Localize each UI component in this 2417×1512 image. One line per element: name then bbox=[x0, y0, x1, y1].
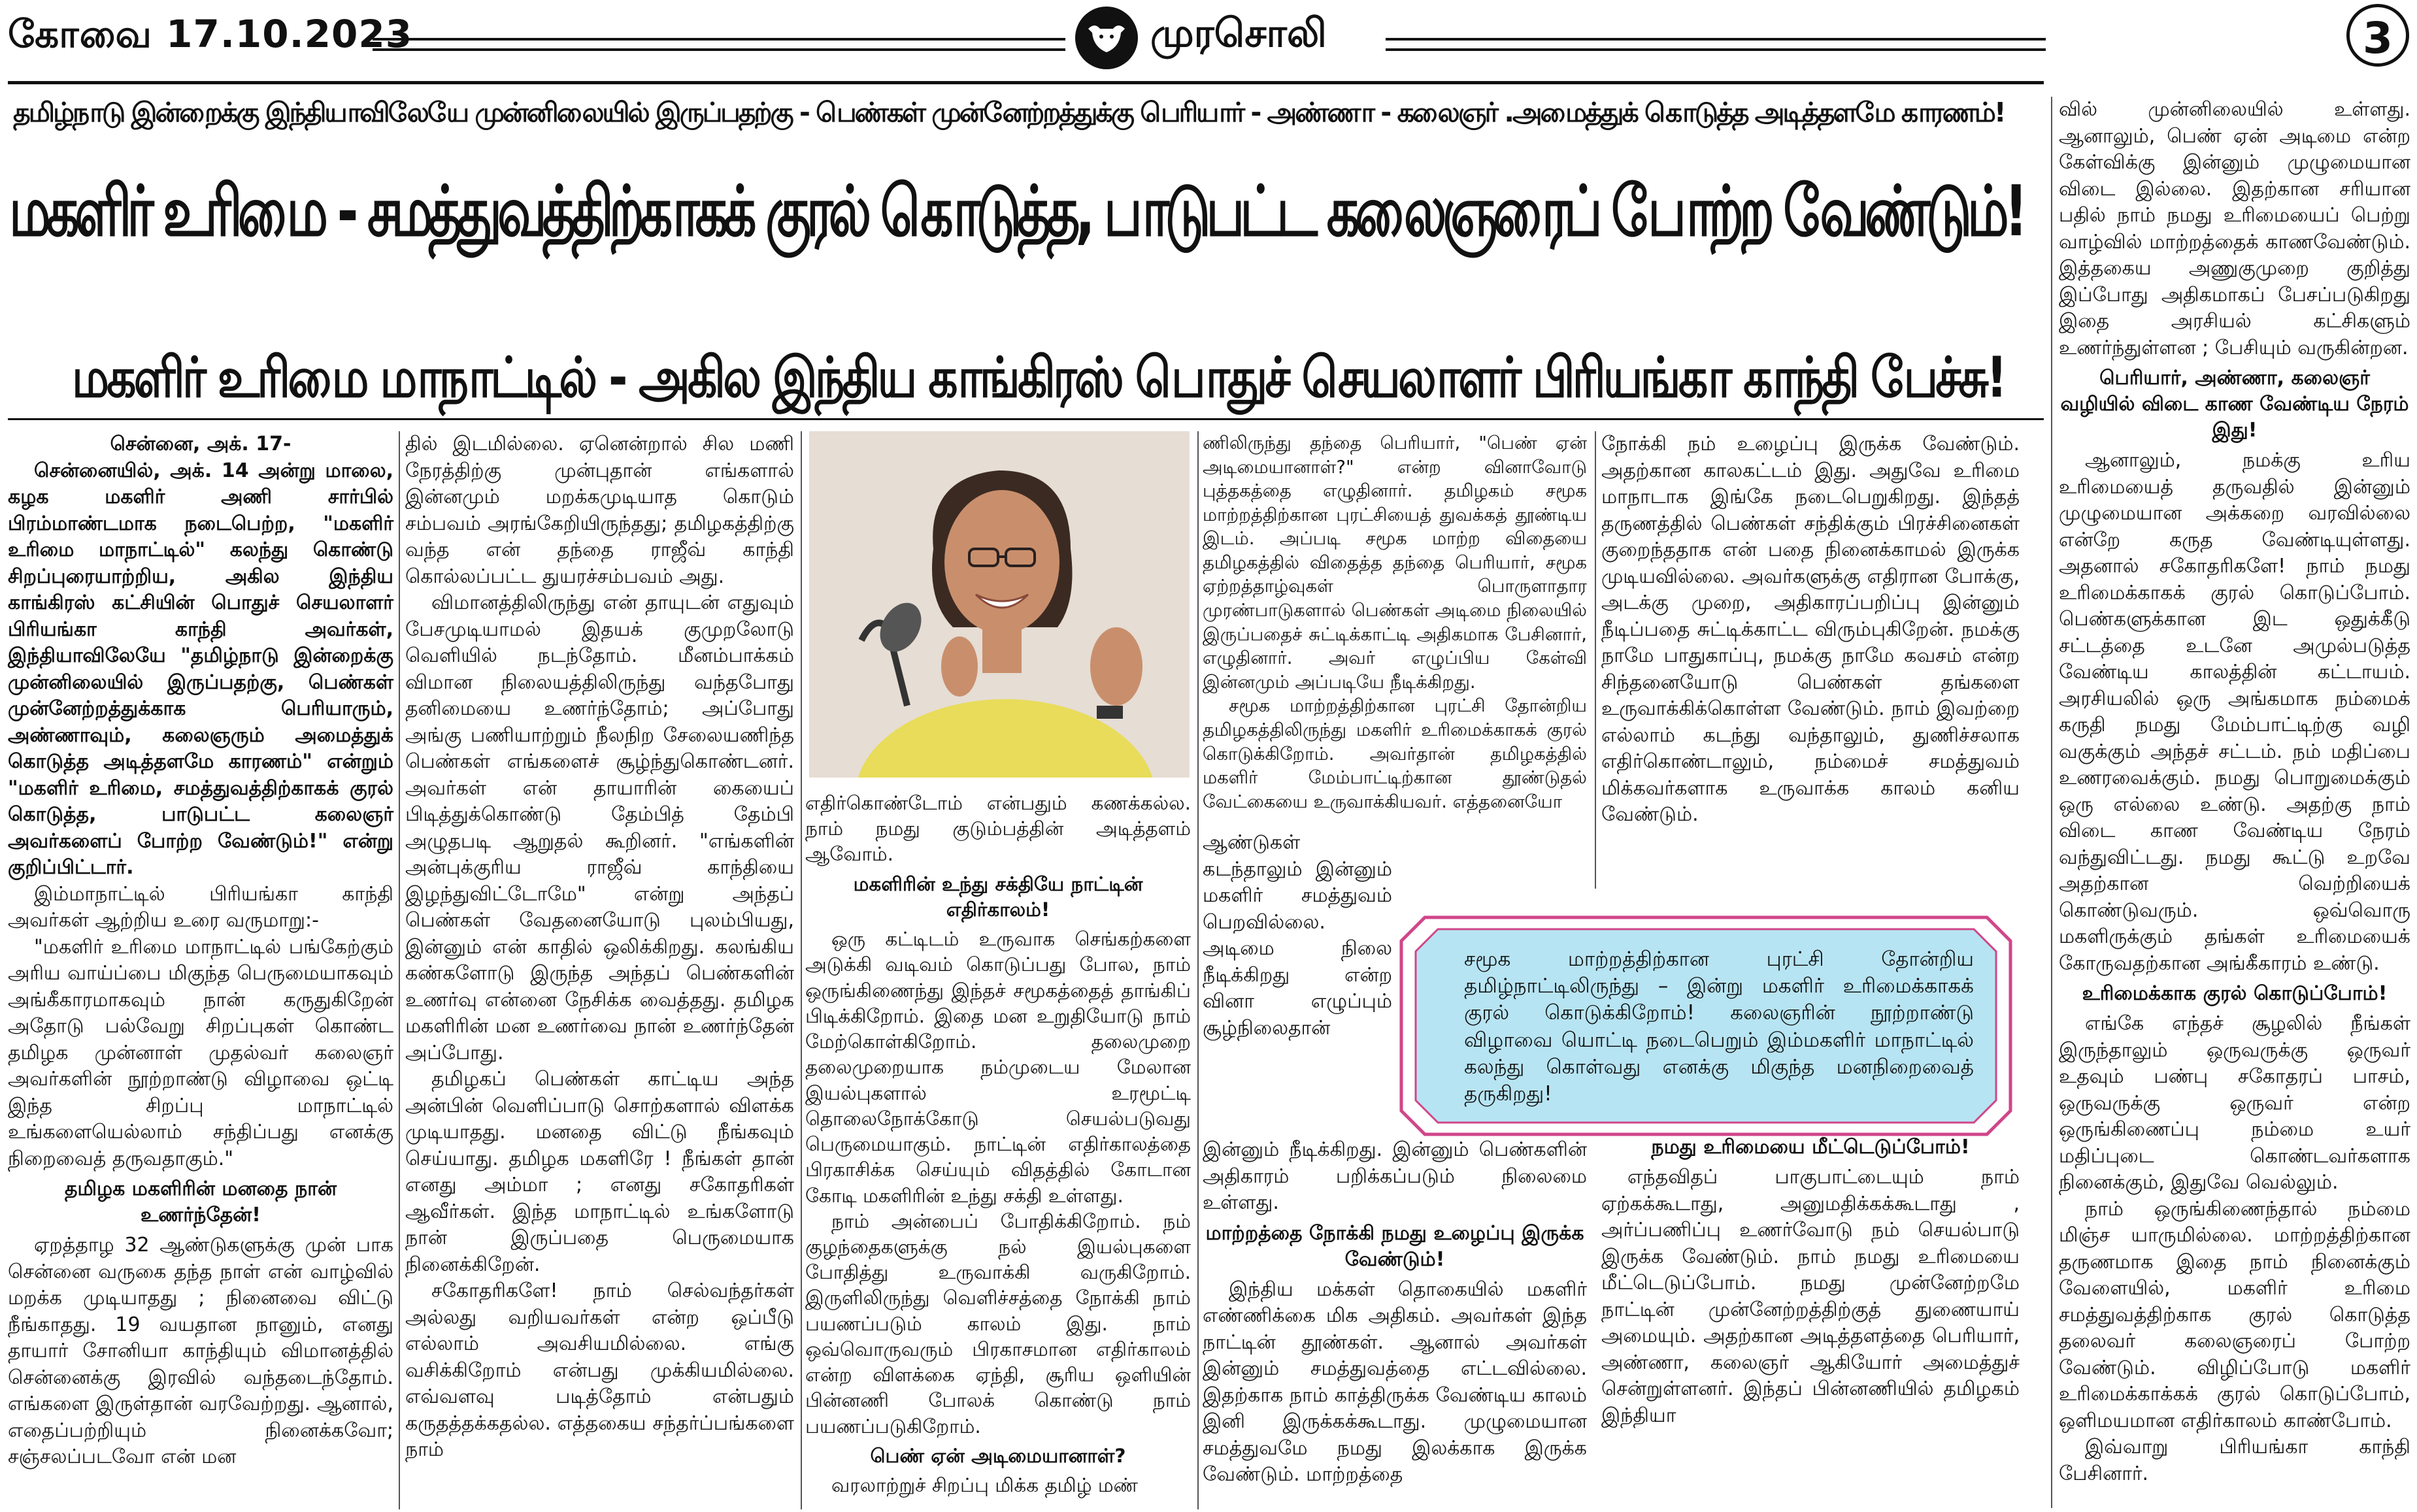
section-subhead: மகளிரின் உந்து சக்தியே நாட்டின் எதிர்காலம்! bbox=[853, 872, 1143, 921]
body-paragraph: வரலாற்றுச் சிறப்பு மிக்க தமிழ் மண் bbox=[831, 1474, 1139, 1497]
column-rule bbox=[1197, 431, 1199, 1509]
page-number-badge: 3 bbox=[2346, 4, 2409, 67]
article-column-5-upper bbox=[1601, 431, 2020, 829]
body-paragraph: சமூக மாற்றத்திற்கான புரட்சி தோன்றிய தமிழகத்திலிருந்து மகளிர் உரிமைக்காகக் குரல் கொடுக்கிறோம். அவர்தான் தமிழகத்தில் மகளிர் மேம்பாட்டிற்கான தூண்டுதல் வேட்கையை உருவாக்கியவர். எத்தனையோ bbox=[1203, 695, 1587, 812]
body-paragraph: "மகளிர் உரிமை மாநாட்டில் பங்கேற்கும் அரிய வாய்ப்பை மிகுந்த பெருமையாகவும் அங்கீகாரமாகவும் நான் கருதுகிறேன் அதோடு பல்வேறு சிறப்புகள் கொண்ட தமிழக முன்னாள் முதல்வர் கலைஞர் அவர்களின் நூற்றாண்டு விழாவை ஒட்டி இந்த சிறப்பு மாநாட்டில் உங்களையெல்லாம் சந்திப்பது எனக்கு நிறைவைத் தருவதாகும்." bbox=[8, 935, 393, 1170]
body-paragraph: நாம் ஒருங்கிணைந்தால் நம்மை மிஞ்ச யாருமில்லை. மாற்றத்திற்கான தருணமாக இதை நாம் நினைக்கும் வேளையில், மகளிர் உரிமை சமத்துவத்திற்காக குரல் கொடுத்த தலைவர் கலைஞரைப் போற்ற வேண்டும். விழிப்போடு மகளிர் உரிமைக்காக்கக் குரல் கொடுப்போம், ஒளிமயமான எதிர்காலம் காண்போம். bbox=[2059, 1197, 2410, 1432]
paper-name: முரசொலி bbox=[1150, 10, 1327, 56]
masthead-rule-left bbox=[373, 38, 1065, 51]
body-paragraph: ஆண்டுகள் கடந்தாலும் இன்னும் மகளிர் சமத்துவம் பெறவில்லை. அடிமை நிலை நீடிக்கிறது என்ற வினா எழுப்பும் சூழ்நிலைதான் bbox=[1203, 831, 1392, 1040]
masthead-rule-right bbox=[1386, 38, 2046, 51]
body-paragraph: தமிழகப் பெண்கள் காட்டிய அந்த அன்பின் வெளிப்பாடு சொற்களால் விளக்க முடியாதது. மனதை விட்டு நீங்கவும் செய்யாது. தமிழக மகளிரே ! நீங்கள் தான் எனது அம்மா ; எனது சகோதரிகள் ஆவீர்கள். இந்த மாநாட்டில் உங்களோடு நான் இருப்பதை பெருமையாக நினைக்கிறேன். bbox=[405, 1068, 794, 1276]
article-column-6 bbox=[2059, 97, 2410, 1487]
lead-paragraph: சென்னையில், அக். 14 அன்று மாலை, கழக மகளிர் அணி சார்பில் பிரம்மாண்டமாக நடைபெற்ற, "மகளிர் உரிமை மாநாட்டில்" கலந்து கொண்டு சிறப்புரையாற்றிய, அகில இந்திய காங்கிரஸ் கட்சியின் பொதுச் செயலாளர் பிரியங்கா காந்தி அவர்கள், இந்தியாவிலேயே "தமிழ்நாடு இன்றைக்கு முன்னிலையில் இருப்பதற்கு, பெண்கள் முன்னேற்றத்துக்காக பெரியாரும், அண்ணாவும், கலைஞரும் அமைத்துக் கொடுத்த அடித்தளமே காரணம்" என்றும் "மகளிர் உரிமை, சமத்துவத்திற்காகக் குரல் கொடுத்த, பாடுபட்ட கலைஞர் அவர்களைப் போற்ற வேண்டும்!" என்று குறிப்பிட்டார். bbox=[8, 459, 393, 879]
body-paragraph: இம்மாநாட்டில் பிரியங்கா காந்தி அவர்கள் ஆற்றிய உரை வருமாறு:- bbox=[8, 882, 393, 932]
body-paragraph: இன்னும் நீடிக்கிறது. இன்னும் பெண்களின் அதிகாரம் பறிக்கப்படும் நிலைமை உள்ளது. bbox=[1203, 1138, 1587, 1214]
article-column-4-lower bbox=[1203, 1137, 1587, 1488]
main-headline: மகளிர் உரிமை - சமத்துவத்திற்காகக் குரல் கொடுத்த, பாடுபட்ட கலைஞரைப் போற்ற வேண்டும்! bbox=[9, 171, 2024, 252]
masthead-divider bbox=[8, 81, 2044, 84]
masthead bbox=[0, 0, 2417, 78]
section-subhead: தமிழக மகளிரின் மனதை நான் உணர்ந்தேன்! bbox=[64, 1177, 337, 1226]
body-paragraph: இவ்வாறு பிரியங்கா காந்தி பேசினார். bbox=[2059, 1436, 2410, 1485]
body-paragraph: நோக்கி நம் உழைப்பு இருக்க வேண்டும். அதற்கான காலகட்டம் இது. அதுவே உரிமை மாநாடாக இங்கே நடைபெறுகிறது. இந்தத் தருணத்தில் பெண்கள் சந்திக்கும் பிரச்சினைகள் குறைந்ததாக என் பதை நினைக்காமல் இருக்க முடியவில்லை. அவர்களுக்கு எதிரான போக்கு, அடக்கு முறை, அதிகாரப்பறிப்பு இன்னும் நீடிப்பதை சுட்டிக்காட்ட விரும்புகிறேன். நமக்கு நாமே பாதுகாப்பு, நமக்கு நாமே கவசம் என்ற சிந்தனையோடு பெண்கள் தங்களை உருவாக்கிக்கொள்ள வேண்டும். நாம் இவற்றை எல்லாம் கடந்து வந்தாலும், துணிச்சலாக எதிர்கொண்டாலும், நம்மைச் சமத்துவம் மிக்கவர்களாக உருவாக்க காலம் கனிய வேண்டும். bbox=[1601, 433, 2020, 826]
column-rule bbox=[1595, 431, 1596, 889]
section-subhead: பெரியார், அண்ணா, கலைஞர் வழியில் விடை காண வேண்டிய நேரம் இது! bbox=[2060, 367, 2409, 442]
article-column-1 bbox=[8, 431, 393, 1471]
section-subhead: நமது உரிமையை மீட்டெடுப்போம்! bbox=[1651, 1136, 1970, 1159]
body-paragraph: எங்கே எந்தச் சூழலில் நீங்கள் இருந்தாலும் ஒருவருக்கு ஒருவர் உதவும் பண்பு சகோதரப் பாசம், ஒருவருக்கு ஒருவர் என்ற ஒருங்கிணைப்பு நம்மை உயர் மதிப்புடை கொண்டவர்களாக நினைக்கும், இதுவே வெல்லும். bbox=[2059, 1012, 2410, 1194]
body-paragraph: நாம் அன்பைப் போதிக்கிறோம். நம் குழந்தைகளுக்கு நல் இயல்புகளை போதித்து உருவாக்கி வருகிறோம். இருளிலிருந்து வெளிச்சத்தை நோக்கி நாம் பயணப்படும் காலம் இது. நாம் ஒவ்வொருவரும் பிரகாசமான எதிர்காலம் என்ற விளக்கை ஏந்தி, சூரிய ஒளியின் பின்னணி போலக் கொண்டு நாம் பயணப்படுகிறோம். bbox=[805, 1209, 1191, 1438]
section-subhead: உரிமைக்காக குரல் கொடுப்போம்! bbox=[2082, 982, 2388, 1005]
city-date: கோவை 17.10.2023 bbox=[8, 12, 413, 56]
photo-illustration bbox=[809, 431, 1190, 778]
bull-icon bbox=[1075, 7, 1138, 69]
pull-quote-box bbox=[1399, 915, 2013, 1137]
article-column-5-lower bbox=[1601, 1130, 2020, 1429]
body-paragraph: இந்திய மக்கள் தொகையில் மகளிர் எண்ணிக்கை மிக அதிகம். அவர்கள் இந்த நாட்டின் தூண்கள். ஆனால் அவர்கள் இன்னும் சமத்துவத்தை எட்டவில்லை. இதற்காக நாம் காத்திருக்க வேண்டிய காலம் இனி இருக்கக்கூடாது. முழுமையான சமத்துவமே நமது இலக்காக இருக்க வேண்டும். மாற்றத்தை bbox=[1203, 1277, 1587, 1486]
dateline: சென்னை, அக். 17- bbox=[110, 433, 292, 455]
article-column-4-narrow bbox=[1203, 830, 1392, 1042]
kicker-headline: தமிழ்நாடு இன்றைக்கு இந்தியாவிலேயே முன்னிலையில் இருப்பதற்கு - பெண்கள் முன்னேற்றத்துக்கு பெரியார் - அண்ணா - கலைஞர் .அமைத்துக் கொடுத்த அடித்தளமே காரணம்! bbox=[13, 97, 2005, 128]
headline-divider bbox=[8, 418, 2044, 420]
sub-headline: மகளிர் உரிமை மாநாட்டில் - அகில இந்திய காங்கிரஸ் பொதுச் செயலாளர் பிரியங்கா காந்தி பேச்சு! bbox=[72, 345, 2005, 410]
body-paragraph: தில் இடமில்லை. ஏனென்றால் சில மணி நேரத்திற்கு முன்புதான் எங்களால் இன்னமும் மறக்கமுடியாத கொடும் சம்பவம் அரங்கேறியிருந்தது; தமிழகத்திற்கு வந்த என் தந்தை ராஜீவ் காந்தி கொல்லப்பட்ட துயரச்சம்பவம் அது. bbox=[405, 433, 794, 588]
portrait-photo-icon bbox=[809, 431, 1190, 778]
body-paragraph: விமானத்திலிருந்து என் தாயுடன் எதுவும் பேசமுடியாமல் இதயக் குமுறலோடு வெளியில் நடந்தோம். மீனம்பாக்கம் விமான நிலையத்திலிருந்து வந்தபோது தனிமையை உணர்ந்தோம்; அப்போது அங்கு பணியாற்றும் நீலநிற சேலையணிந்த பெண்கள் எங்களைச் சூழ்ந்துகொண்டனர். அவர்கள் என் தாயாரின் கையைப் பிடித்துக்கொண்டு தேம்பித் தேம்பி அழுதபடி ஆறுதல் கூறினர். "எங்களின் அன்புக்குரிய ராஜீவ் காந்தியை இழந்துவிட்டோமே" என்று அந்தப் பெண்கள் வேதனையோடு புலம்பியது, இன்னும் என் காதில் ஒலிக்கிறது. கலங்கிய கண்களோடு இருந்த அந்தப் பெண்களின் உணர்வு என்னை நேசிக்க வைத்தது. தமிழக மகளிரின் மன உணர்வை நான் உணர்ந்தேன் அப்போது. bbox=[405, 591, 794, 1064]
article-column-2 bbox=[405, 431, 794, 1464]
pull-quote-text: சமூக மாற்றத்திற்கான புரட்சி தோன்றிய தமிழ்நாட்டிலிருந்து – இன்று மகளிர் உரிமைக்காகக் குரல் கொடுக்கிறோம்! கலைஞரின் நூற்றாண்டு விழாவை யொட்டி நடைபெறும் இம்மகளிர் மாநாட்டில் கலந்து கொள்வது எனக்கு மிகுந்த மனநிறைவைத் தருகிறது! bbox=[1464, 947, 1974, 1106]
column-rule bbox=[399, 431, 400, 1509]
body-paragraph: ணிலிருந்து தந்தை பெரியார், "பெண் ஏன் அடிமையானாள்?" என்ற வினாவோடு புத்தகத்தை எழுதினார். தமிழகம் சமூக மாற்றத்திற்கான புரட்சியைத் துவக்கத் தூண்டிய இடம். அப்படி சமூக மாற்ற விதையை தமிழகத்தில் விதைத்த தந்தை பெரியார், சமூக ஏற்றத்தாழ்வுகள் பொருளாதார முரண்பாடுகளால் பெண்கள் அடிமை நிலையில் இருப்பதைச் சுட்டிக்காட்டி அதிகமாக பேசினார், எழுதினார். அவர் எழுப்பிய கேள்வி இன்னமும் அப்படியே நீடிக்கிறது. bbox=[1203, 433, 1587, 693]
article-column-4 bbox=[1203, 431, 1587, 814]
article-column-3 bbox=[805, 791, 1191, 1498]
bull-logo-svg bbox=[1075, 7, 1138, 69]
body-paragraph: எந்தவிதப் பாகுபாட்டையும் நாம் ஏற்கக்கூடாது, அனுமதிக்கக்கூடாது , அர்ப்பணிப்பு உணர்வோடு நம் செயல்பாடு இருக்க வேண்டும். நாம் நமது உரிமையை மீட்டெடுப்போம். நமது முன்னேற்றமே நாட்டின் முன்னேற்றத்திற்குத் துணையாய் அமையும். அதற்கான அடித்தளத்தை பெரியார், அண்ணா, கலைஞர் ஆகியோர் அமைத்துச் சென்றுள்ளனர். இந்தப் பின்னணியில் தமிழகம் இந்தியா bbox=[1601, 1166, 2020, 1427]
body-paragraph: ஒரு கட்டிடம் உருவாக செங்கற்களை அடுக்கி வடிவம் கொடுப்பது போல, நாம் ஒருங்கிணைந்து இந்தச் சமூகத்தைத் தாங்கிப் பிடிக்கிறோம். இதை மன உறுதியோடு நாம் மேற்கொள்கிறோம். தலைமுறை தலைமுறையாக நம்முடைய மேலான இயல்புகளால் உரமூட்டி தொலைநோக்கோடு செயல்படுவது பெருமையாகும். நாட்டின் எதிர்காலத்தை பிரகாசிக்க செய்யும் விதத்தில் கோடான கோடி மகளிரின் உந்து சக்தி உள்ளது. bbox=[805, 928, 1191, 1207]
body-paragraph: ஏறத்தாழ 32 ஆண்டுகளுக்கு முன் பாக சென்னை வருகை தந்த நாள் என் வாழ்வில் மறக்க முடியாதது ; நினைவை விட்டு நீங்காதது. 19 வயதான நானும், எனது தாயார் சோனியா காந்தியும் விமானத்தில் சென்னைக்கு இரவில் வந்தடைந்தோம். எங்களை இருள்தான் வரவேற்றது. ஆனால், எதைப்பற்றியும் நினைக்கவோ; சஞ்சலப்படவோ என் மன bbox=[8, 1234, 393, 1468]
body-paragraph: சகோதரிகளே! நாம் செல்வந்தர்கள் அல்லது வறியவர்கள் என்ற ஒப்பீடு எல்லாம் அவசியமில்லை. எங்கு வசிக்கிறோம் என்பது முக்கியமில்லை. எவ்வளவு படித்தோம் என்பதும் கருதத்தக்கதல்ல. எத்தகைய சந்தர்ப்பங்களை நாம் bbox=[405, 1279, 794, 1461]
section-subhead: மாற்றத்தை நோக்கி நமது உழைப்பு இருக்க வேண்டும்! bbox=[1205, 1221, 1584, 1271]
body-paragraph: வில் முன்னிலையில் உள்ளது. ஆனாலும், பெண் ஏன் அடிமை என்ற கேள்விக்கு இன்னும் முழுமையான விடை இல்லை. இதற்கான சரியான பதில் நாம் நமது உரிமையைப் பெற்று வாழ்வில் மாற்றத்தைக் காணவேண்டும். இத்தகைய அணுகுமுறை குறித்து இப்போது அதிகமாகப் பேசப்படுகிறது இதை அரசியல் கட்சிகளும் உணர்ந்துள்ளன ; பேசியும் வருகின்றன. bbox=[2059, 98, 2410, 359]
column-rule bbox=[801, 431, 802, 1509]
body-paragraph: ஆனாலும், நமக்கு உரிய உரிமையைத் தருவதில் இன்னும் முழுமையான அக்கறை வரவில்லை என்றே கருத வேண்டியுள்ளது. அதனால் சகோதரிகளே! நாம் நமது உரிமைக்காகக் குரல் கொடுப்போம். பெண்களுக்கான இட ஒதுக்கீடு சட்டத்தை உடனே அமுல்படுத்த வேண்டிய காலத்தின் கட்டாயம். அரசியலில் ஒரு அங்கமாக நம்மைக் கருதி நமது மேம்பாட்டிற்கு வழி வகுக்கும் அந்தச் சட்டம். நம் மதிப்பை உணரவைக்கும். நமது பொறுமைக்கும் ஒரு எல்லை உண்டு. அதற்கு நாம் விடை காண வேண்டிய நேரம் வந்துவிட்டது. நமது கூட்டு உறவே அதற்கான வெற்றியைக் கொண்டுவரும். ஒவ்வொரு மகளிருக்கும் தங்கள் உரிமையைக் கோருவதற்கான அங்கீகாரம் உண்டு. bbox=[2059, 449, 2410, 975]
section-subhead: பெண் ஏன் அடிமையானாள்? bbox=[870, 1444, 1126, 1467]
body-paragraph: எதிர்கொண்டோம் என்பதும் கணக்கல்ல. நாம் நமது குடும்பத்தின் அடித்தளம் ஆவோம். bbox=[805, 792, 1191, 866]
column-rule bbox=[2051, 97, 2052, 1508]
